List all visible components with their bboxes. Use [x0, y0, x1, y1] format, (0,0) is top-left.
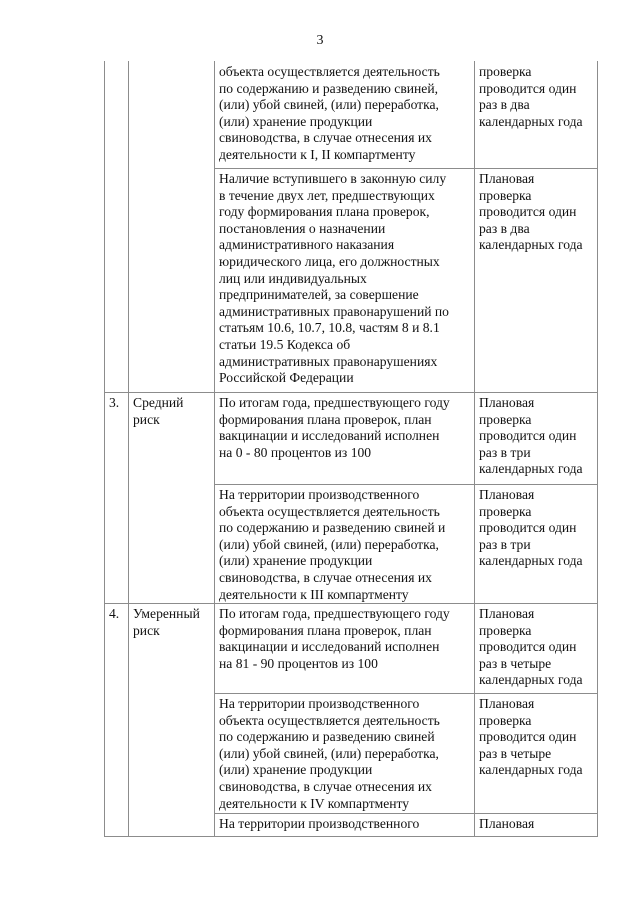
row-number: 3. [109, 395, 120, 410]
criteria-cell: На территории производственного [219, 816, 420, 831]
criteria-cell: По итогам года, предшествующего году формирования плана проверок, план вакцинации и исследований исполнен на 0 - 80 процентов из 100 [219, 395, 450, 460]
criteria-cell: Наличие вступившего в законную силу в течение двух лет, предшествующих году формирования плана проверок, постановления о назначении административного наказания юридического лица, его должностных лиц или индивидуальных предпринимателей, за совершение административных правонарушений по статьям 10.6, 10.7, 10.8, частям 8 и 8.1 статьи 19.5 Кодекса об административных правонарушениях Российской Федерации [219, 171, 449, 386]
page-number: 3 [316, 33, 324, 48]
frequency-cell: Плановая проверка проводится один раз в три календарных года [479, 395, 583, 477]
frequency-cell: Плановая проверка проводится один раз в три календарных года [479, 487, 583, 569]
risk-category: Средний риск [133, 395, 184, 427]
frequency-cell: Плановая проверка проводится один раз в два календарных года [479, 171, 583, 253]
frequency-cell: Плановая [479, 816, 535, 831]
criteria-cell: По итогам года, предшествующего году формирования плана проверок, план вакцинации и исследований исполнен на 81 - 90 процентов из 100 [219, 606, 450, 671]
risk-category: Умеренный риск [133, 606, 200, 638]
criteria-cell: объекта осуществляется деятельность по содержанию и разведению свиней, (или) убой свиней, (или) переработка, (или) хранение продукции свиноводства, в случае отнесения их деятельности к I, II компартменту [219, 64, 440, 162]
frequency-cell: проверка проводится один раз в два календарных года [479, 64, 583, 129]
frequency-cell: Плановая проверка проводится один раз в четыре календарных года [479, 606, 583, 688]
row-number: 4. [109, 606, 120, 621]
criteria-cell: На территории производственного объекта осуществляется деятельность по содержанию и разведению свиней (или) убой свиней, (или) переработка, (или) хранение продукции свиноводства, в случае отнесения их деятельности к IV компартменту [219, 696, 440, 811]
frequency-cell: Плановая проверка проводится один раз в четыре календарных года [479, 696, 583, 778]
criteria-cell: На территории производственного объекта осуществляется деятельность по содержанию и разведению свиней и (или) убой свиней, (или) переработка, (или) хранение продукции свиноводства, в случае отнесения их деятельности к III компартменту [219, 487, 446, 602]
